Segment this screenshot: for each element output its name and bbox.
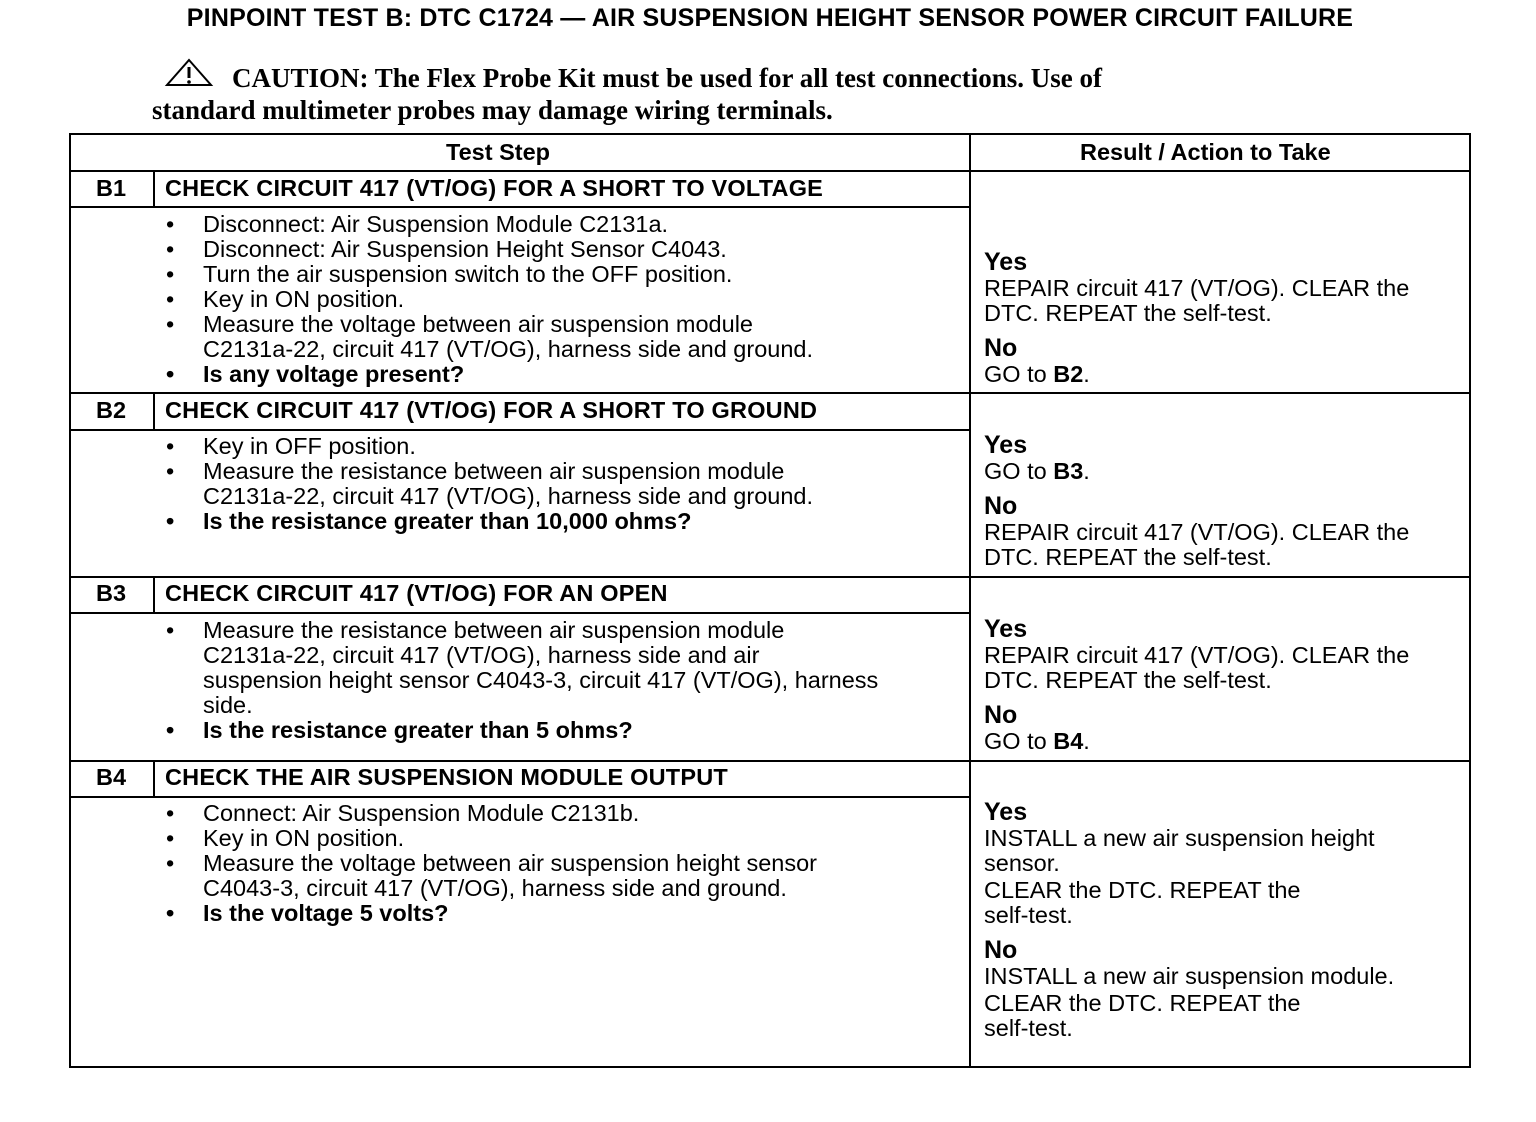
instruction-item-continued: C2131a-22, circuit 417 (VT/OG), harness side and air [203, 642, 760, 668]
result-yes-text: CLEAR the DTC. REPEAT the [984, 877, 1301, 903]
caution-line-1 [152, 62, 1352, 94]
step-result [984, 431, 1409, 570]
instruction-item: • Turn the air suspension switch to the OFF position. [166, 261, 733, 287]
step-id-divider [153, 761, 155, 796]
result-no-text: DTC. REPEAT the self-test. [984, 544, 1272, 570]
header-test-step: Test Step [446, 139, 551, 165]
result-no-text: INSTALL a new air suspension module. [984, 963, 1395, 989]
step-result [984, 248, 1409, 387]
caution-text-1: CAUTION: The Flex Probe Kit must be used for all test connections. Use of [232, 63, 1102, 93]
instruction-item-continued: suspension height sensor C4043-3, circuit 417 (VT/OG), harness [203, 667, 879, 693]
result-no-label: No [984, 936, 1018, 964]
result-no-text: CLEAR the DTC. REPEAT the [984, 990, 1301, 1016]
result-yes-text: self-test. [984, 902, 1073, 928]
page-title: PINPOINT TEST B: DTC C1724 — AIR SUSPENSION HEIGHT SENSOR POWER CIRCUIT FAILURE [186, 4, 1354, 32]
instruction-item: • Connect: Air Suspension Module C2131b. [166, 800, 640, 826]
step-id-divider [153, 393, 155, 429]
result-yes-text: INSTALL a new air suspension height [984, 825, 1375, 851]
step-divider [71, 760, 1469, 762]
instruction-item-continued: C2131a-22, circuit 417 (VT/OG), harness side and ground. [203, 336, 814, 362]
instruction-item-continued: C2131a-22, circuit 417 (VT/OG), harness side and ground. [203, 483, 814, 509]
step-instructions [166, 434, 813, 534]
step-result [984, 798, 1394, 1041]
step-title: CHECK CIRCUIT 417 (VT/OG) FOR AN OPEN [165, 580, 668, 606]
instruction-item-continued: C4043-3, circuit 417 (VT/OG), harness side and ground. [203, 875, 787, 901]
step-title-divider [71, 429, 969, 431]
result-no-text: GO to B4. [984, 728, 1090, 754]
instruction-item: • Measure the voltage between air suspension module [166, 311, 753, 337]
result-yes-label: Yes [984, 431, 1028, 459]
step-title: CHECK THE AIR SUSPENSION MODULE OUTPUT [165, 764, 728, 790]
result-no-text: GO to B2. [984, 361, 1090, 387]
goto-step-link: B2 [1053, 361, 1084, 387]
step-id: B2 [96, 397, 127, 423]
pinpoint-test-table [69, 133, 1471, 1068]
result-no-text: self-test. [984, 1015, 1073, 1041]
step-title-divider [71, 206, 969, 208]
instruction-item-continued: side. [203, 692, 253, 718]
caution-line-2: standard multimeter probes may damage wiring terminals. [152, 95, 833, 125]
instruction-question: • Is the voltage 5 volts? [166, 900, 449, 926]
result-yes-text: sensor. [984, 850, 1060, 876]
step-divider [71, 576, 1469, 578]
result-yes-text: DTC. REPEAT the self-test. [984, 300, 1272, 326]
result-yes-label: Yes [984, 248, 1028, 276]
instruction-item: • Disconnect: Air Suspension Module C2131a. [166, 211, 669, 237]
result-no-text: REPAIR circuit 417 (VT/OG). CLEAR the [984, 519, 1410, 545]
instruction-item: • Key in ON position. [166, 286, 405, 312]
result-yes-text: REPAIR circuit 417 (VT/OG). CLEAR the [984, 642, 1410, 668]
instruction-item: • Disconnect: Air Suspension Height Sensor C4043. [166, 236, 727, 262]
instruction-item: • Measure the voltage between air suspension height sensor [166, 850, 817, 876]
goto-step-link: B4 [1053, 728, 1084, 754]
result-yes-label: Yes [984, 798, 1028, 826]
caution-note [152, 62, 1352, 126]
step-instructions [166, 618, 878, 743]
instruction-item: • Key in ON position. [166, 825, 405, 851]
step-id-divider [153, 577, 155, 612]
step-id: B4 [96, 764, 127, 790]
goto-step-link: B3 [1053, 458, 1084, 484]
step-instructions [166, 212, 813, 387]
result-yes-text: GO to B3. [984, 458, 1090, 484]
instruction-question: • Is any voltage present? [166, 361, 465, 387]
step-title-divider [71, 612, 969, 614]
step-divider [71, 392, 1469, 394]
step-title: CHECK CIRCUIT 417 (VT/OG) FOR A SHORT TO VOLTAGE [165, 175, 824, 201]
step-result [984, 615, 1409, 754]
header-result-action: Result / Action to Take [1080, 139, 1331, 165]
header-divider [71, 170, 1469, 172]
result-yes-text: DTC. REPEAT the self-test. [984, 667, 1272, 693]
result-yes-text: REPAIR circuit 417 (VT/OG). CLEAR the [984, 275, 1410, 301]
warning-triangle-icon [164, 58, 214, 88]
instruction-item: • Measure the resistance between air suspension module [166, 458, 785, 484]
column-divider [969, 135, 971, 1066]
step-id: B3 [96, 580, 127, 606]
instruction-question: • Is the resistance greater than 10,000 ohms? [166, 508, 692, 534]
instruction-item: • Key in OFF position. [166, 433, 416, 459]
step-id-divider [153, 171, 155, 206]
instruction-item: • Measure the resistance between air suspension module [166, 617, 785, 643]
step-title-divider [71, 796, 969, 798]
result-no-label: No [984, 701, 1018, 729]
instruction-question: • Is the resistance greater than 5 ohms? [166, 717, 633, 743]
step-id: B1 [96, 175, 127, 201]
result-yes-label: Yes [984, 615, 1028, 643]
step-title: CHECK CIRCUIT 417 (VT/OG) FOR A SHORT TO GROUND [165, 397, 818, 423]
step-instructions [166, 801, 817, 926]
result-no-label: No [984, 492, 1018, 520]
result-no-label: No [984, 334, 1018, 362]
